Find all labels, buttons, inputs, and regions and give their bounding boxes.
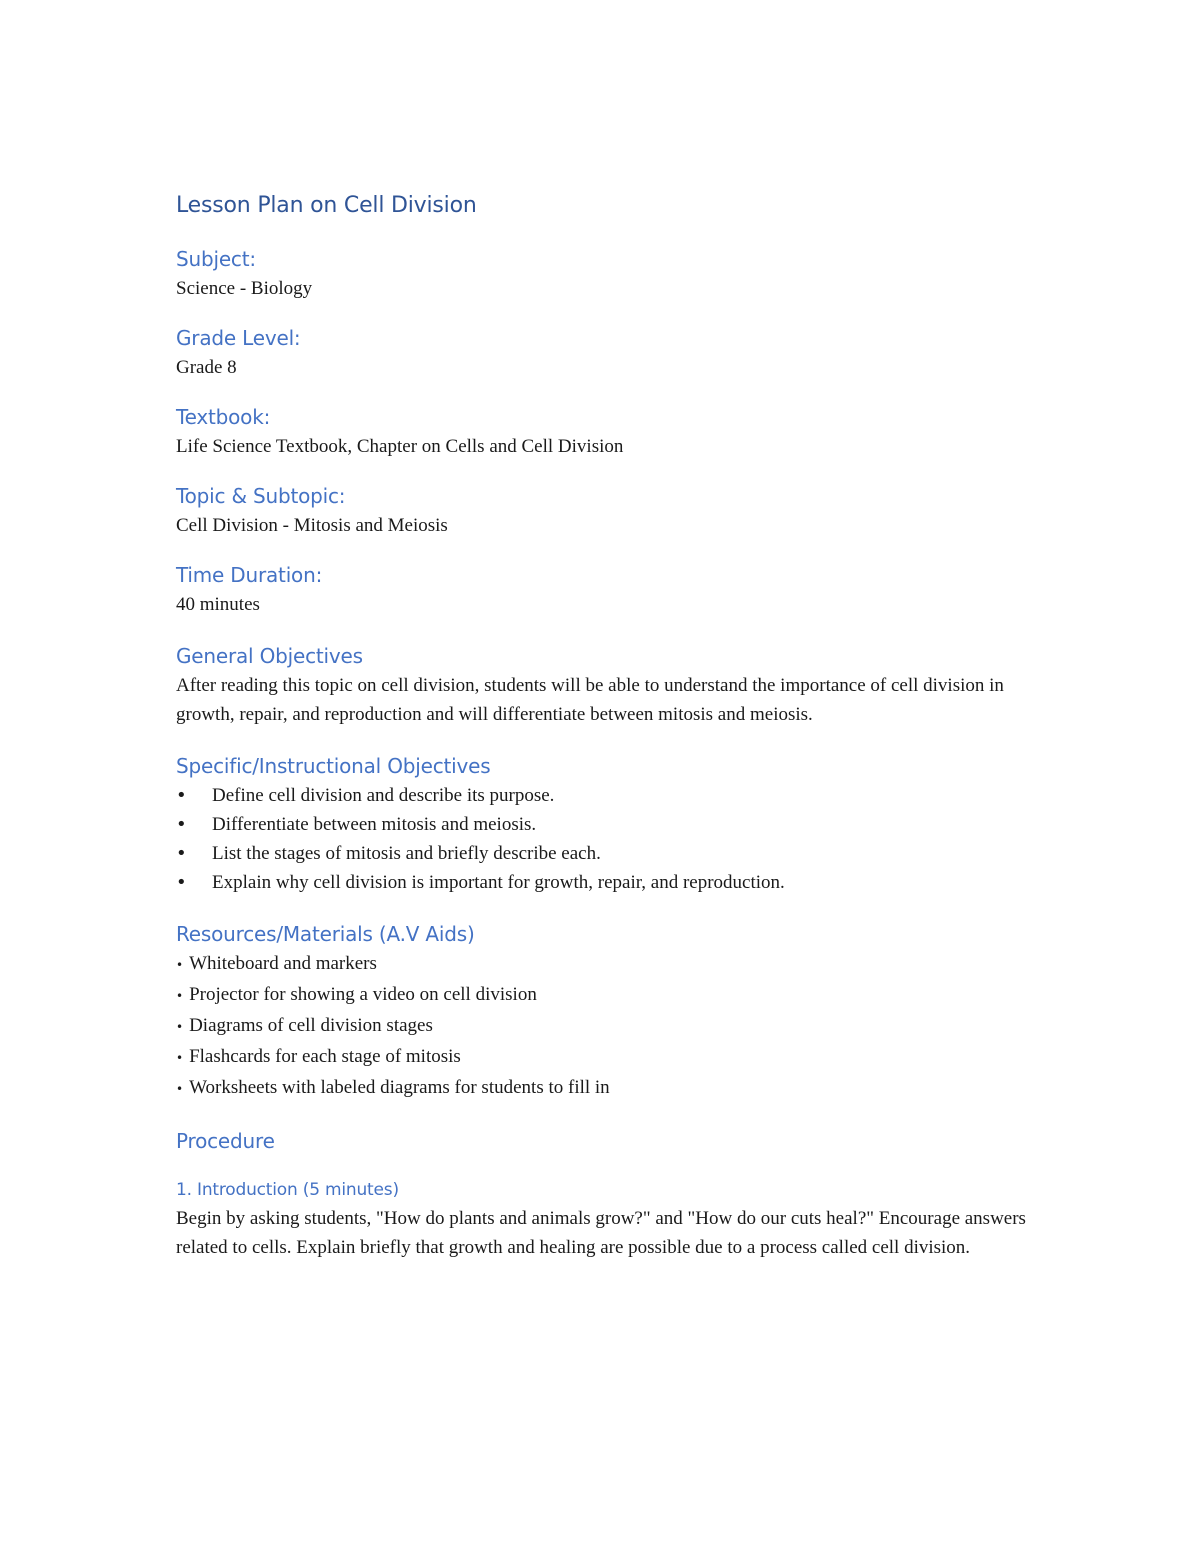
general-objectives-text: After reading this topic on cell division, students will be able to understand the importance of cell division in growth, repair, and reproduction and will differentiate between mitosis and meiosis. bbox=[176, 675, 1004, 725]
resources-list bbox=[176, 949, 1026, 1104]
section-heading: Specific/Instructional Objectives bbox=[176, 754, 491, 778]
bullet-icon: • bbox=[176, 1082, 184, 1096]
document-page bbox=[176, 188, 1026, 1262]
resources-section bbox=[176, 919, 1026, 1104]
list-item bbox=[176, 1042, 1026, 1073]
introduction-subsection bbox=[176, 1176, 1026, 1262]
field-topic-subtopic bbox=[176, 481, 1026, 540]
list-item: • Define cell division and describe its purpose. bbox=[176, 781, 1026, 810]
field-label: Time Duration: bbox=[176, 563, 323, 587]
list-item-text: Whiteboard and markers bbox=[189, 953, 377, 974]
list-item-text: Diagrams of cell division stages bbox=[189, 1015, 433, 1036]
section-heading: General Objectives bbox=[176, 644, 363, 668]
field-label: Subject: bbox=[176, 247, 256, 271]
field-label: Grade Level: bbox=[176, 326, 301, 350]
field-time-duration bbox=[176, 560, 1026, 619]
bullet-icon: • bbox=[176, 1020, 184, 1034]
document-title: Lesson Plan on Cell Division bbox=[176, 193, 477, 218]
introduction-text: Begin by asking students, "How do plants and animals grow?" and "How do our cuts heal?" Encourage answers related to cells. Explain briefly that growth and healing are possible due to a process called cell division. bbox=[176, 1208, 1026, 1258]
list-item bbox=[176, 980, 1026, 1011]
list-item-text: Projector for showing a video on cell division bbox=[189, 984, 537, 1005]
list-item: • Explain why cell division is important for growth, repair, and reproduction. bbox=[176, 868, 1026, 897]
field-label: Topic & Subtopic: bbox=[176, 484, 346, 508]
list-item bbox=[176, 949, 1026, 980]
list-item-text: Flashcards for each stage of mitosis bbox=[189, 1046, 461, 1067]
field-value: Grade 8 bbox=[176, 357, 237, 378]
specific-objectives-section bbox=[176, 751, 1026, 897]
field-value: Life Science Textbook, Chapter on Cells and Cell Division bbox=[176, 436, 624, 457]
list-item: • List the stages of mitosis and briefly describe each. bbox=[176, 839, 1026, 868]
procedure-section bbox=[176, 1126, 1026, 1262]
field-grade-level bbox=[176, 323, 1026, 382]
field-subject bbox=[176, 244, 1026, 303]
list-item-text: Worksheets with labeled diagrams for students to fill in bbox=[189, 1077, 610, 1098]
specific-objectives-list bbox=[176, 781, 1026, 897]
section-heading: Procedure bbox=[176, 1129, 275, 1153]
field-value: Cell Division - Mitosis and Meiosis bbox=[176, 515, 448, 536]
bullet-icon: • bbox=[176, 958, 184, 972]
field-value: Science - Biology bbox=[176, 278, 313, 299]
field-label: Textbook: bbox=[176, 405, 271, 429]
list-item bbox=[176, 1011, 1026, 1042]
list-item bbox=[176, 1073, 1026, 1104]
field-value: 40 minutes bbox=[176, 594, 260, 615]
general-objectives-section bbox=[176, 641, 1026, 729]
subsection-heading: 1. Introduction (5 minutes) bbox=[176, 1180, 399, 1200]
bullet-icon: • bbox=[176, 1051, 184, 1065]
bullet-icon: • bbox=[176, 989, 184, 1003]
section-heading: Resources/Materials (A.V Aids) bbox=[176, 922, 475, 946]
list-item: • Differentiate between mitosis and meiosis. bbox=[176, 810, 1026, 839]
field-textbook bbox=[176, 402, 1026, 461]
